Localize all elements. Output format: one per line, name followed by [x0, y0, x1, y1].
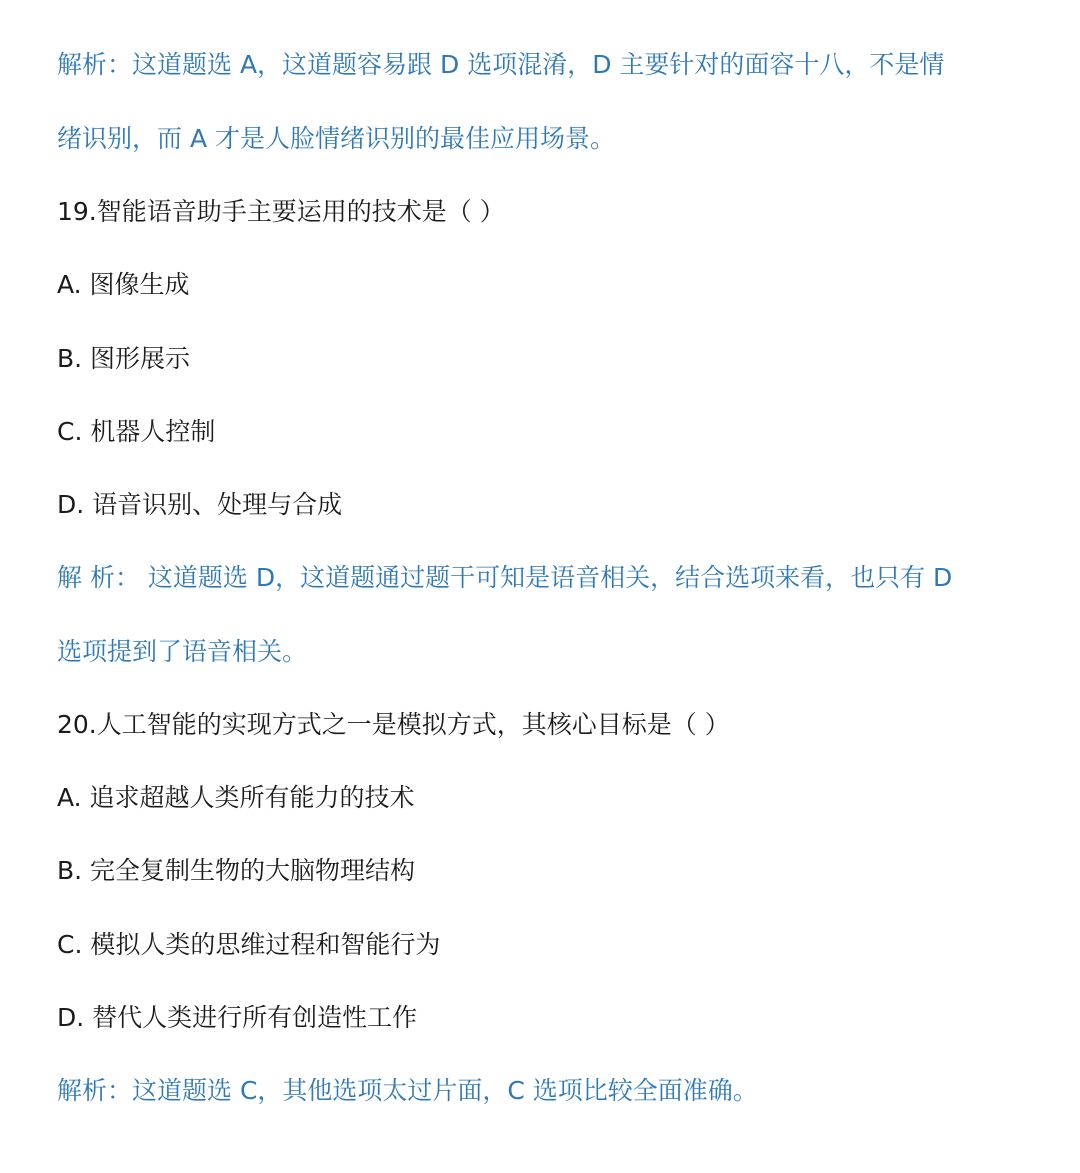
analysis-18-line-2: 绪识别，而 A 才是人脸情绪识别的最佳应用场景。 — [57, 124, 615, 153]
analysis-20-line-1: 解析：这道题选 C，其他选项太过片面，C 选项比较全面准确。 — [57, 1076, 758, 1105]
q19-option-a: A. 图像生成 — [57, 270, 190, 299]
q19-option-b: B. 图形展示 — [57, 344, 191, 373]
q20-option-d: D. 替代人类进行所有创造性工作 — [57, 1003, 418, 1032]
q20-option-a: A. 追求超越人类所有能力的技术 — [57, 783, 415, 812]
q19-option-c: C. 机器人控制 — [57, 417, 216, 446]
question-19: 19.智能语音助手主要运用的技术是（ ） — [57, 197, 505, 226]
question-20: 20.人工智能的实现方式之一是模拟方式，其核心目标是（ ） — [57, 710, 730, 739]
q20-option-b: B. 完全复制生物的大脑物理结构 — [57, 856, 416, 885]
analysis-19-line-1: 解 析： 这道题选 D，这道题通过题干可知是语音相关，结合选项来看，也只有 D — [57, 563, 953, 592]
analysis-19-line-2: 选项提到了语音相关。 — [57, 637, 308, 666]
q20-option-c: C. 模拟人类的思维过程和智能行为 — [57, 930, 441, 959]
analysis-18-line-1: 解析：这道题选 A，这道题容易跟 D 选项混淆，D 主要针对的面容十八，不是情 — [57, 50, 945, 79]
q19-option-d: D. 语音识别、处理与合成 — [57, 490, 343, 519]
